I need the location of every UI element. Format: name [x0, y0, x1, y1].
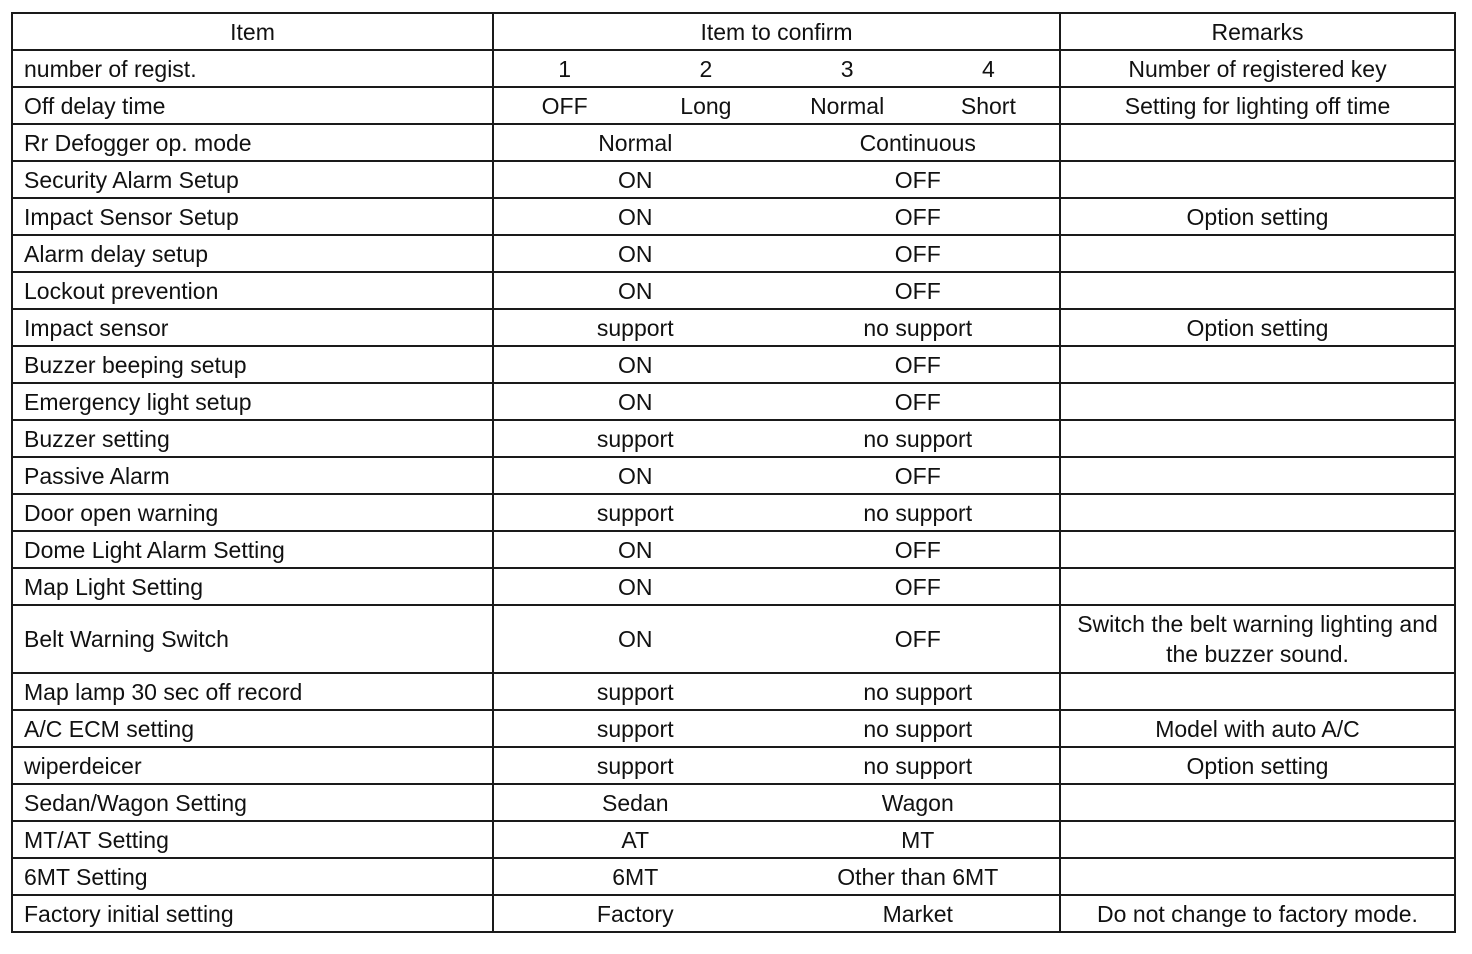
- option-value: ON: [618, 277, 653, 304]
- row-remarks: [1060, 673, 1455, 710]
- option-value: no support: [863, 678, 973, 705]
- option-value: support: [596, 715, 674, 742]
- row-item-label: 6MT Setting: [12, 858, 493, 895]
- row-remarks: Number of registered key: [1060, 50, 1455, 87]
- table-row: [12, 605, 1455, 673]
- row-remarks: Do not change to factory mode.: [1060, 895, 1455, 932]
- option-value: ON: [618, 351, 653, 378]
- row-remarks: [1060, 420, 1455, 457]
- row-item-label: Lockout prevention: [12, 272, 493, 309]
- row-remarks: [1060, 494, 1455, 531]
- row-confirm-options: [493, 420, 1060, 457]
- option-value: no support: [863, 314, 973, 341]
- option-group: [494, 162, 1059, 197]
- option-group: [494, 125, 1059, 160]
- table-body: [12, 50, 1455, 932]
- table-row: [12, 420, 1455, 457]
- option-value: support: [596, 425, 674, 452]
- option-value: ON: [618, 536, 653, 563]
- option-group: [494, 310, 1059, 345]
- option-value: 2: [699, 55, 713, 82]
- option-group: [494, 199, 1059, 234]
- row-confirm-options: [493, 895, 1060, 932]
- option-value: Short: [960, 92, 1016, 119]
- option-group: [494, 748, 1059, 783]
- table-row: [12, 673, 1455, 710]
- header-item-to-confirm: Item to confirm: [493, 13, 1060, 50]
- option-value: Long: [680, 92, 732, 119]
- row-item-label: Emergency light setup: [12, 383, 493, 420]
- option-value: ON: [618, 240, 653, 267]
- option-value: ON: [618, 388, 653, 415]
- option-value: no support: [863, 715, 973, 742]
- option-group: [494, 674, 1059, 709]
- row-confirm-options: [493, 383, 1060, 420]
- row-item-label: MT/AT Setting: [12, 821, 493, 858]
- row-confirm-options: [493, 272, 1060, 309]
- option-group: [494, 51, 1059, 86]
- option-group: [494, 88, 1059, 123]
- row-remarks: [1060, 235, 1455, 272]
- row-remarks: [1060, 161, 1455, 198]
- row-confirm-options: [493, 568, 1060, 605]
- row-item-label: Off delay time: [12, 87, 493, 124]
- option-group: [494, 532, 1059, 567]
- option-group: [494, 347, 1059, 382]
- option-group: [494, 859, 1059, 894]
- row-remarks: [1060, 531, 1455, 568]
- table-row: [12, 50, 1455, 87]
- row-item-label: Buzzer setting: [12, 420, 493, 457]
- table-row: [12, 161, 1455, 198]
- option-value: ON: [618, 462, 653, 489]
- option-value: 1: [558, 55, 572, 82]
- settings-table-container: [11, 12, 1454, 933]
- table-row: [12, 346, 1455, 383]
- option-value: 4: [981, 55, 995, 82]
- row-remarks: [1060, 858, 1455, 895]
- row-confirm-options: [493, 124, 1060, 161]
- option-value: support: [596, 314, 674, 341]
- header-remarks: Remarks: [1060, 13, 1455, 50]
- option-value: ON: [618, 166, 653, 193]
- row-item-label: Alarm delay setup: [12, 235, 493, 272]
- table-row: [12, 235, 1455, 272]
- option-group: [494, 236, 1059, 271]
- table-row: [12, 858, 1455, 895]
- row-confirm-options: [493, 198, 1060, 235]
- option-group: [494, 458, 1059, 493]
- row-item-label: Map Light Setting: [12, 568, 493, 605]
- row-item-label: Impact Sensor Setup: [12, 198, 493, 235]
- option-value: support: [596, 752, 674, 779]
- row-confirm-options: [493, 494, 1060, 531]
- row-confirm-options: [493, 309, 1060, 346]
- row-confirm-options: [493, 784, 1060, 821]
- row-remarks: Setting for lighting off time: [1060, 87, 1455, 124]
- option-value: no support: [863, 752, 973, 779]
- row-item-label: Impact sensor: [12, 309, 493, 346]
- table-row: [12, 198, 1455, 235]
- row-confirm-options: [493, 50, 1060, 87]
- row-confirm-options: [493, 235, 1060, 272]
- row-remarks: [1060, 124, 1455, 161]
- option-group: [494, 896, 1059, 931]
- row-item-label: number of regist.: [12, 50, 493, 87]
- row-remarks: [1060, 568, 1455, 605]
- option-group: [494, 495, 1059, 530]
- table-row: [12, 457, 1455, 494]
- row-item-label: Map lamp 30 sec off record: [12, 673, 493, 710]
- row-confirm-options: [493, 87, 1060, 124]
- option-value: OFF: [894, 203, 941, 230]
- option-value: OFF: [894, 166, 941, 193]
- row-remarks: [1060, 821, 1455, 858]
- option-group: [494, 569, 1059, 604]
- row-remarks: [1060, 784, 1455, 821]
- option-value: 3: [840, 55, 854, 82]
- settings-table: [11, 12, 1456, 933]
- row-confirm-options: [493, 605, 1060, 673]
- option-value: OFF: [894, 536, 941, 563]
- table-row: [12, 272, 1455, 309]
- row-confirm-options: [493, 858, 1060, 895]
- option-value: OFF: [894, 462, 941, 489]
- option-value: OFF: [894, 351, 941, 378]
- option-value: Other than 6MT: [837, 863, 999, 890]
- option-value: OFF: [894, 626, 941, 652]
- option-value: ON: [618, 626, 653, 652]
- option-group: [494, 273, 1059, 308]
- option-value: OFF: [541, 92, 588, 119]
- row-confirm-options: [493, 821, 1060, 858]
- option-value: ON: [618, 203, 653, 230]
- header-item: Item: [12, 13, 493, 50]
- row-confirm-options: [493, 673, 1060, 710]
- row-confirm-options: [493, 710, 1060, 747]
- option-group: [494, 421, 1059, 456]
- row-item-label: A/C ECM setting: [12, 710, 493, 747]
- option-value: Market: [882, 900, 953, 927]
- row-confirm-options: [493, 747, 1060, 784]
- option-value: Continuous: [859, 129, 976, 156]
- table-row: [12, 747, 1455, 784]
- option-group: [494, 785, 1059, 820]
- row-remarks: Option setting: [1060, 747, 1455, 784]
- option-value: support: [596, 678, 674, 705]
- row-item-label: Sedan/Wagon Setting: [12, 784, 493, 821]
- row-remarks: Model with auto A/C: [1060, 710, 1455, 747]
- row-confirm-options: [493, 161, 1060, 198]
- table-row: [12, 124, 1455, 161]
- option-value: Normal: [598, 129, 673, 156]
- row-confirm-options: [493, 531, 1060, 568]
- row-item-label: Door open warning: [12, 494, 493, 531]
- row-item-label: Rr Defogger op. mode: [12, 124, 493, 161]
- row-item-label: wiperdeicer: [12, 747, 493, 784]
- table-row: [12, 568, 1455, 605]
- option-value: no support: [863, 499, 973, 526]
- table-row: [12, 531, 1455, 568]
- table-row: [12, 494, 1455, 531]
- row-remarks: [1060, 346, 1455, 383]
- row-item-label: Dome Light Alarm Setting: [12, 531, 493, 568]
- option-value: Factory: [596, 900, 674, 927]
- option-value: Sedan: [601, 789, 669, 816]
- row-remarks: Switch the belt warning lighting and the buzzer sound.: [1060, 605, 1455, 673]
- header-row: [12, 13, 1455, 50]
- row-remarks: Option setting: [1060, 198, 1455, 235]
- option-value: MT: [901, 826, 935, 853]
- option-group: [494, 384, 1059, 419]
- row-remarks: [1060, 457, 1455, 494]
- option-value: support: [596, 499, 674, 526]
- option-value: Normal: [810, 92, 885, 119]
- option-group: [494, 711, 1059, 746]
- table-row: [12, 383, 1455, 420]
- option-value: OFF: [894, 388, 941, 415]
- table-row: [12, 784, 1455, 821]
- row-remarks: [1060, 383, 1455, 420]
- row-remarks: [1060, 272, 1455, 309]
- option-value: no support: [863, 425, 973, 452]
- table-row: [12, 821, 1455, 858]
- option-group: [494, 822, 1059, 857]
- row-item-label: Security Alarm Setup: [12, 161, 493, 198]
- row-item-label: Factory initial setting: [12, 895, 493, 932]
- option-group: [494, 606, 1059, 672]
- row-item-label: Belt Warning Switch: [12, 605, 493, 673]
- option-value: 6MT: [612, 863, 659, 890]
- table-row: [12, 87, 1455, 124]
- row-confirm-options: [493, 346, 1060, 383]
- table-row: [12, 710, 1455, 747]
- row-item-label: Passive Alarm: [12, 457, 493, 494]
- option-value: OFF: [894, 277, 941, 304]
- option-value: AT: [621, 826, 650, 853]
- row-remarks: Option setting: [1060, 309, 1455, 346]
- option-value: OFF: [894, 240, 941, 267]
- option-value: ON: [618, 573, 653, 600]
- row-confirm-options: [493, 457, 1060, 494]
- option-value: Wagon: [881, 789, 954, 816]
- row-item-label: Buzzer beeping setup: [12, 346, 493, 383]
- option-value: OFF: [894, 573, 941, 600]
- table-row: [12, 895, 1455, 932]
- table-row: [12, 309, 1455, 346]
